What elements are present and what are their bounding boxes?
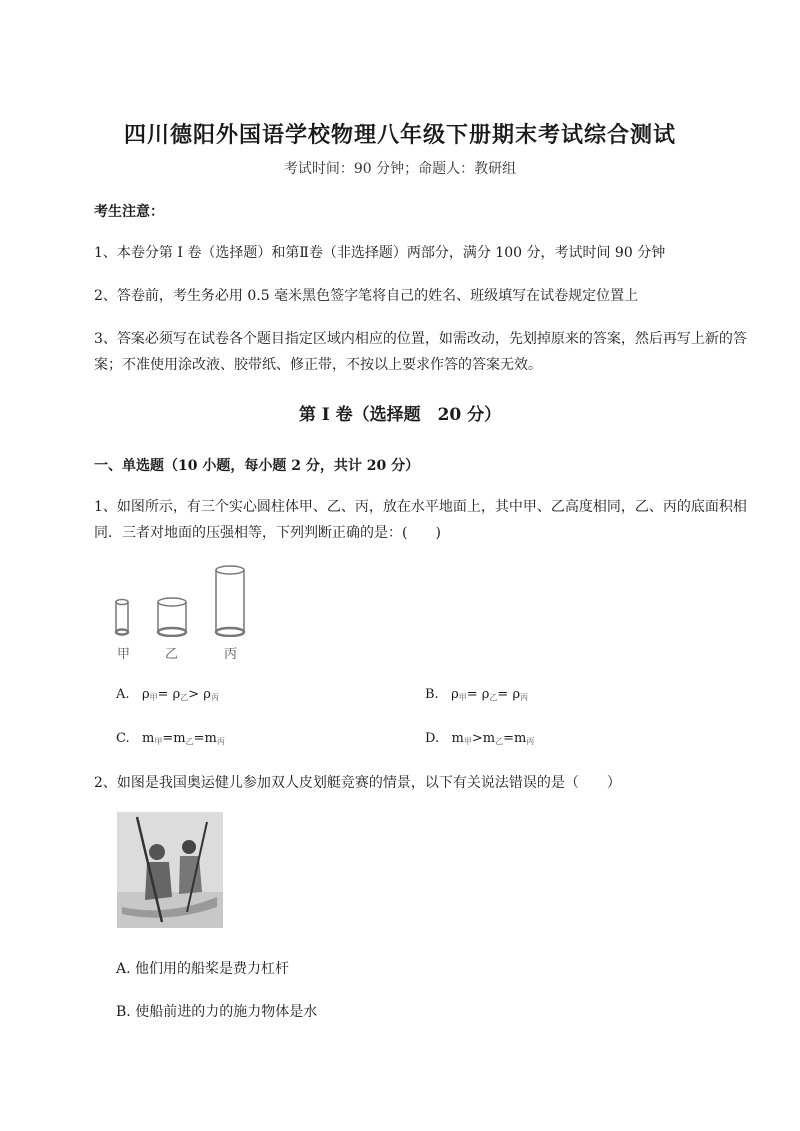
q1-option-d[interactable]: D. $m_甲>m_乙=m_丙$ [425,731,535,746]
notice-item-1: 1、本卷分第 I 卷（选择题）和第Ⅱ卷（非选择题）两部分，满分 100 分，考试时间 90 分钟 [94,245,666,261]
cylinder-bing [216,566,244,636]
question-2-stem: 2、如图是我国奥运健儿参加双人皮划艇竞赛的情景，以下有关说法错误的是（ ） [94,775,621,791]
page-title: 四川德阳外国语学校物理八年级下册期末考试综合测试 [123,122,676,148]
label-bing: 丙 [224,647,238,662]
exam-info: 考试时间：90 分钟；命题人：教研组 [283,161,517,177]
section-title: 第 I 卷（选择题 20 分） [298,405,502,425]
label-jia: 甲 [117,647,131,662]
cylinders-figure [108,562,258,637]
notice-item-2: 2、答卷前，考生务必用 0.5 毫米黑色签字笔将自己的姓名、班级填写在试卷规定位置上 [94,288,639,304]
notice-item-3: 3、答案必须写在试卷各个题目指定区域内相应的位置，如需改动，先划掉原来的答案，然后再写上新的答案；不准使用涂改液、胶带纸、修正带，不按以上要求作答的答案无效。 [94,331,747,373]
question-1-stem: 1、如图所示，有三个实心圆柱体甲、乙、丙，放在水平地面上，其中甲、乙高度相同，乙、丙的底面积相同．三者对地面的压强相等，下列判断正确的是：( ) [94,499,747,541]
cylinder-yi [158,598,186,636]
cylinder-jia [116,600,128,635]
kayak-image-icon [117,812,223,928]
q1-option-c[interactable]: C. $m_甲=m_乙=m_丙$ [116,731,225,746]
q2-option-a[interactable]: A. 他们用的船桨是费力杠杆 [116,961,290,977]
q1-option-b[interactable]: B. $\rho_甲= \rho_乙= \rho_丙$ [425,687,529,702]
q2-option-b[interactable]: B. 使船前进的力的施力物体是水 [116,1004,318,1020]
q1-option-a[interactable]: A. $\rho_甲= \rho_乙> \rho_丙$ [116,687,219,702]
kayak-photo [117,812,223,928]
label-yi: 乙 [165,647,179,662]
part-heading: 一、单选题（10 小题，每小题 2 分，共计 20 分） [94,458,420,474]
notice-heading: 考生注意： [94,204,164,220]
